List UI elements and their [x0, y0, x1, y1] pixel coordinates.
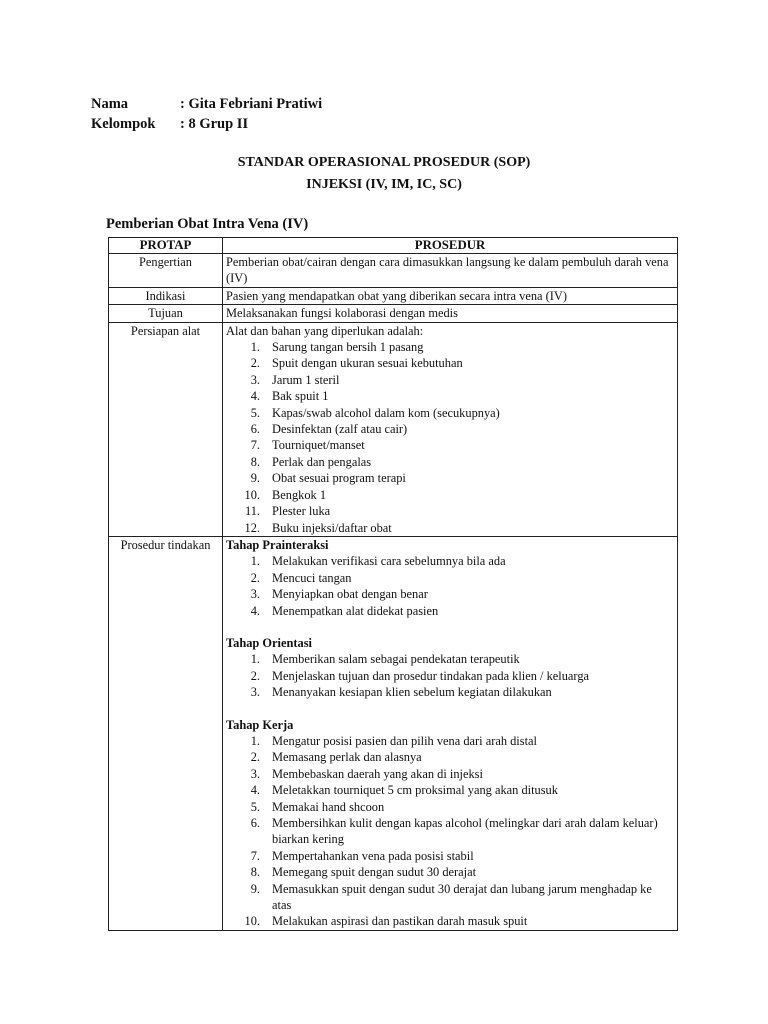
list-item	[226, 388, 674, 404]
spacer	[226, 619, 674, 635]
persiapan-intro: Alat dan bahan yang diperlukan adalah:	[226, 323, 424, 338]
list-item-text: Tourniquet/manset	[272, 438, 365, 453]
list-item-text: Melakukan aspirasi dan pastikan darah masuk spuit	[272, 914, 528, 929]
row-tujuan	[109, 305, 678, 322]
list-item-text: Memberikan salam sebagai pendekatan terapeutik	[272, 652, 520, 667]
list-item-text: Memasang perlak dan alasnya	[272, 750, 422, 765]
list-item-text: Spuit dengan ukuran sesuai kebutuhan	[272, 356, 463, 371]
list-number: 5.	[250, 799, 260, 814]
prosedur-cell	[223, 536, 678, 930]
list-item-text: Kapas/swab alcohol dalam kom (secukupnya)	[272, 405, 500, 420]
sop-table	[108, 237, 678, 931]
list-item-text: Memegang spuit dengan sudut 30 derajat	[272, 865, 477, 880]
list-number: 2.	[250, 668, 260, 683]
list-item	[226, 815, 674, 848]
protap-label: Indikasi	[109, 287, 223, 304]
row-persiapan-alat	[109, 322, 678, 536]
list-number: 9.	[250, 881, 260, 896]
list-number: 11.	[244, 504, 260, 519]
row-indikasi	[109, 287, 678, 304]
prosedur-text: Pasien yang mendapatkan obat yang diberikan secara intra vena (IV)	[223, 287, 678, 304]
document-subtitle: INJEKSI (IV, IM, IC, SC)	[306, 177, 462, 192]
list-number: 8.	[250, 454, 260, 469]
row-pengertian	[109, 254, 678, 288]
list-number: 12.	[244, 520, 260, 535]
table-header-row	[109, 238, 678, 254]
list-item-text: Menempatkan alat didekat pasien	[272, 603, 439, 618]
list-item-text: Meletakkan tourniquet 5 cm proksimal yang akan ditusuk	[272, 783, 558, 798]
prainteraksi-list	[226, 553, 674, 619]
list-item	[226, 766, 674, 782]
list-item	[226, 503, 674, 519]
list-item-text: Membersihkan kulit dengan kapas alcohol (melingkar dari arah dalam keluar) biarkan kering	[272, 816, 658, 847]
list-item	[226, 586, 674, 602]
list-item-text: Membebaskan daerah yang akan di injeksi	[272, 766, 483, 781]
list-item	[226, 520, 674, 536]
list-item	[226, 913, 674, 929]
header-prosedur: PROSEDUR	[223, 238, 678, 254]
name-row	[91, 94, 322, 114]
list-item	[226, 372, 674, 388]
list-number: 10.	[244, 914, 260, 929]
list-number: 4.	[250, 603, 260, 618]
protap-label: Persiapan alat	[109, 322, 223, 536]
prosedur-text: Pemberian obat/cairan dengan cara dimasukkan langsung ke dalam pembuluh darah vena (IV)	[223, 254, 678, 288]
stage-title-prainteraksi: Tahap Prainteraksi	[226, 537, 329, 552]
orientasi-list	[226, 651, 674, 700]
name-label: Nama	[91, 96, 129, 112]
prosedur-cell	[223, 322, 678, 536]
document-title: STANDAR OPERASIONAL PROSEDUR (SOP)	[237, 155, 531, 170]
list-item-text: Desinfektan (zalf atau cair)	[272, 422, 408, 437]
list-item-text: Bengkok 1	[272, 487, 327, 502]
list-number: 1.	[250, 340, 260, 355]
list-item-text: Jarum 1 steril	[272, 372, 340, 387]
list-item	[226, 405, 674, 421]
group-value: : 8 Grup II	[180, 116, 249, 132]
list-item	[226, 355, 674, 371]
protap-label: Tujuan	[109, 305, 223, 322]
list-number: 10.	[244, 487, 260, 502]
list-item	[226, 603, 674, 619]
list-number: 8.	[250, 865, 260, 880]
list-item	[226, 864, 674, 880]
list-number: 1.	[250, 554, 260, 569]
list-item	[226, 733, 674, 749]
list-number: 6.	[250, 422, 260, 437]
section-title: Pemberian Obat Intra Vena (IV)	[106, 216, 309, 232]
list-item	[226, 799, 674, 815]
list-number: 4.	[250, 783, 260, 798]
list-item	[226, 651, 674, 667]
spacer	[226, 701, 674, 717]
group-row	[91, 114, 322, 134]
list-number: 1.	[250, 733, 260, 748]
list-item	[226, 881, 674, 914]
list-item	[226, 684, 674, 700]
list-item-text: Perlak dan pengalas	[272, 454, 372, 469]
list-item-text: Buku injeksi/daftar obat	[272, 520, 392, 535]
list-number: 6.	[250, 816, 260, 830]
list-number: 3.	[250, 372, 260, 387]
list-number: 7.	[250, 848, 260, 863]
list-item	[226, 553, 674, 569]
list-item	[226, 749, 674, 765]
identity-block	[91, 94, 322, 134]
list-item-text: Menyiapkan obat dengan benar	[272, 587, 428, 602]
list-item	[226, 437, 674, 453]
list-item-text: Plester luka	[272, 504, 331, 519]
list-number: 3.	[250, 766, 260, 781]
list-number: 2.	[250, 570, 260, 585]
list-item-text: Menanyakan kesiapan klien sebelum kegiatan dilakukan	[272, 685, 552, 700]
list-item-text: Bak spuit 1	[272, 389, 329, 404]
list-item	[226, 570, 674, 586]
list-number: 3.	[250, 587, 260, 602]
list-item	[226, 668, 674, 684]
list-item	[226, 470, 674, 486]
list-number: 2.	[250, 750, 260, 765]
list-number: 2.	[250, 356, 260, 371]
persiapan-list	[226, 339, 674, 536]
list-item	[226, 487, 674, 503]
list-item-text: Memasukkan spuit dengan sudut 30 derajat dan lubang jarum menghadap ke atas	[272, 881, 652, 913]
list-item-text: Mempertahankan vena pada posisi stabil	[272, 848, 474, 863]
list-number: 1.	[250, 652, 260, 667]
protap-label: Pengertian	[109, 254, 223, 288]
list-number: 5.	[250, 405, 260, 420]
stage-title-kerja: Tahap Kerja	[226, 717, 294, 732]
list-item-text: Menjelaskan tujuan dan prosedur tindakan pada klien / keluarga	[272, 668, 590, 683]
stage-title-orientasi: Tahap Orientasi	[226, 635, 312, 650]
list-item-text: Obat sesuai program terapi	[272, 471, 406, 486]
list-item-text: Memakai hand shcoon	[272, 799, 385, 814]
list-item	[226, 454, 674, 470]
list-number: 9.	[250, 471, 260, 486]
list-item	[226, 339, 674, 355]
row-prosedur-tindakan	[109, 536, 678, 930]
name-value: : Gita Febriani Pratiwi	[180, 96, 323, 112]
list-item	[226, 421, 674, 437]
list-item	[226, 848, 674, 864]
list-item-text: Melakukan verifikasi cara sebelumnya bila ada	[272, 554, 506, 569]
protap-label: Prosedur tindakan	[109, 536, 223, 930]
list-item-text: Mengatur posisi pasien dan pilih vena dari arah distal	[272, 733, 537, 748]
group-label: Kelompok	[91, 116, 156, 132]
list-number: 7.	[250, 438, 260, 453]
list-number: 4.	[250, 389, 260, 404]
header-protap: PROTAP	[109, 238, 223, 254]
list-number: 3.	[250, 685, 260, 700]
kerja-list	[226, 733, 674, 930]
list-item-text: Sarung tangan bersih 1 pasang	[272, 340, 424, 355]
prosedur-text: Melaksanakan fungsi kolaborasi dengan medis	[223, 305, 678, 322]
list-item	[226, 782, 674, 798]
list-item-text: Mencuci tangan	[272, 570, 352, 585]
